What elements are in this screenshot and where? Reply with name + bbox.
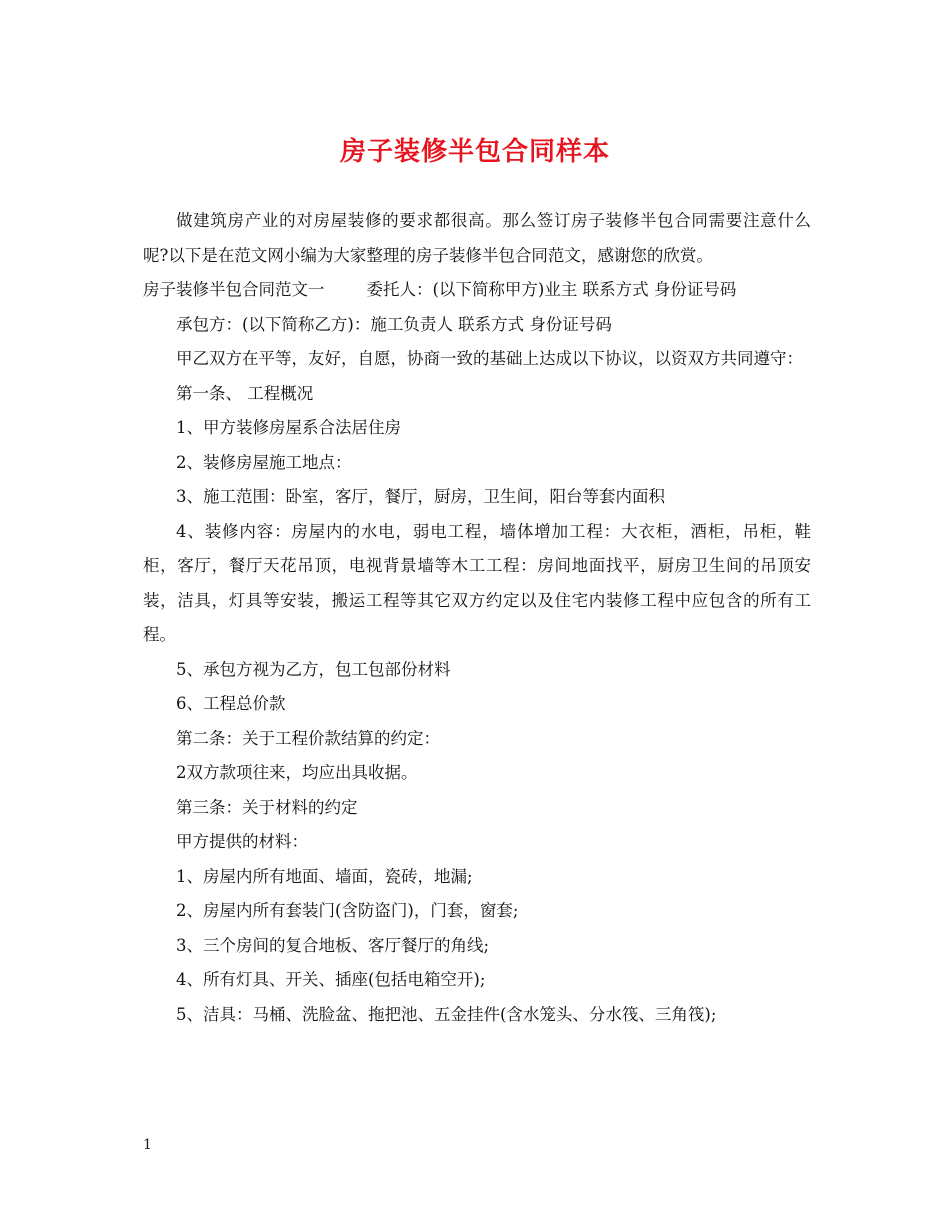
intro-paragraph: 做建筑房产业的对房屋装修的要求都很高。那么签订房子装修半包合同需要注意什么呢?以下是在范文网小编为大家整理的房子装修半包合同范文，感谢您的欣赏。 [143,211,811,265]
material-item: 1、房屋内所有地面、墙面，瓷砖，地漏; [176,866,473,886]
article-1-item: 2、装修房屋施工地点： [176,452,352,472]
material-item: 2、房屋内所有套装门(含防盗门)，门套，窗套; [176,901,519,920]
article-1-item: 1、甲方装修房屋系合法居住房 [176,418,401,437]
article-1-item: 3、施工范围：卧室，客厅，餐厅，厨房，卫生间，阳台等套内面积 [176,487,665,506]
material-item: 3、三个房间的复合地板、客厅餐厅的角线; [176,935,490,955]
document-title: 房子装修半包合同样本 [339,137,610,167]
agreement-paragraph: 甲乙双方在平等，友好，自愿，协商一致的基础上达成以下协议，以资双方共同遵守： [176,349,803,368]
materials-heading: 甲方提供的材料： [176,832,308,851]
article-1-item: 5、承包方视为乙方，包工包部份材料 [176,659,451,679]
sample-heading: 房子装修半包合同范文一 [143,280,325,299]
article-3-heading: 第三条：关于材料的约定 [176,797,358,817]
article-1-item: 4、装修内容：房屋内的水电，弱电工程，墙体增加工程：大衣柜，酒柜，吊柜，鞋柜，客厅，餐厅天花吊顶，电视背景墙等木工工程：房间地面找平，厨房卫生间的吊顶安装，洁具，灯具等安装，搬运工程等其它双方约定以及住宅内装修工程中应包含的所有工程。 [143,521,811,644]
material-item: 4、所有灯具、开关、插座(包括电箱空开); [176,970,486,989]
document-body [143,204,811,1032]
article-1-item: 6、工程总价款 [176,694,286,713]
party-a-line: 委托人：(以下简称甲方)业主 联系方式 身份证号码 [366,280,737,299]
material-item: 5、洁具：马桶、洗脸盆、拖把池、五金挂件(含水笼头、分水筏、三角筏); [176,1004,717,1024]
page-number: 1 [143,1137,152,1153]
article-2-heading: 第二条：关于工程价款结算的约定： [176,728,440,748]
article-2-item: 2双方款项往来，均应出具收据。 [176,763,418,782]
article-1-heading: 第一条、 工程概况 [176,383,314,403]
party-b-line: 承包方：(以下简称乙方)：施工负责人 联系方式 身份证号码 [176,314,612,334]
parties-line [143,273,811,308]
